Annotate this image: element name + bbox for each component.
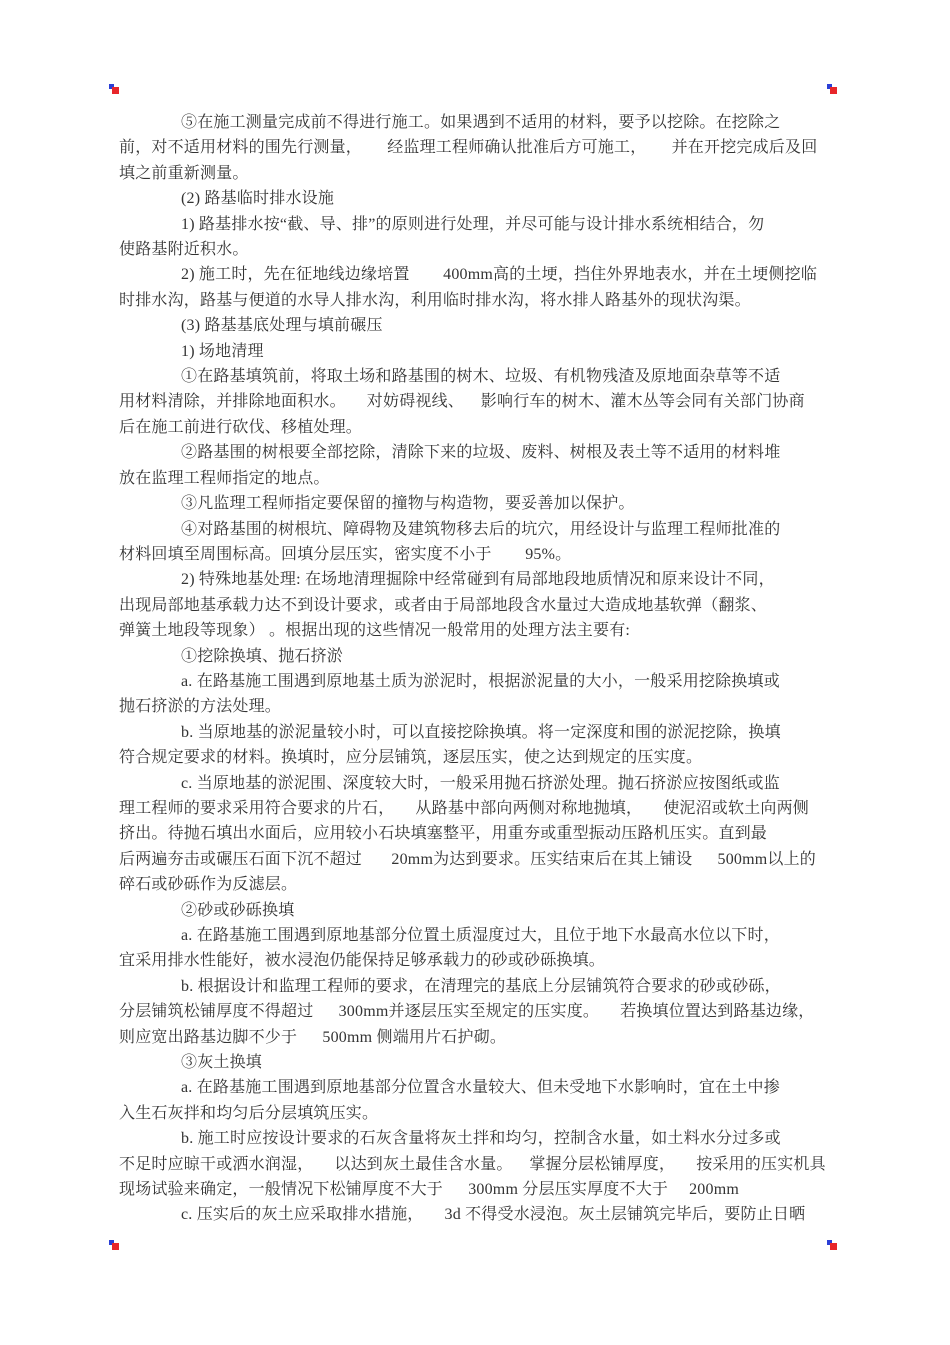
corner-marker-red-icon (112, 87, 119, 94)
text-line: b. 施工时应按设计要求的石灰含量将灰土拌和均匀，控制含水量，如土料水分过多或 (181, 1130, 781, 1148)
text-line: 则应宽出路基边脚不少于 500mm 侧端用片石护砌。 (119, 1028, 507, 1046)
corner-marker-red-icon (830, 1243, 837, 1250)
text-line: 1) 场地清理 (181, 342, 264, 360)
text-line: 碎石或砂砾作为反滤层。 (119, 876, 298, 894)
text-line: 用材料清除，并排除地面积水。 对妨碍视线、 影响行车的树木、灌木丛等会同有关部门协商 (119, 393, 805, 411)
text-line: 分层铺筑松铺厚度不得超过 300mm并逐层压实至规定的压实度。 若换填位置达到路基边缘， (119, 1003, 815, 1021)
text-line: 现场试验来确定，一般情况下松铺厚度不大于 300mm 分层压实厚度不大于 200mm (119, 1181, 739, 1199)
text-line: 2) 特殊地基处理: 在场地清理掘除中经常碰到有局部地段地质情况和原来设计不同， (181, 571, 775, 589)
text-line: 后两遍夯击或碾压石面下沉不超过 20mm为达到要求。压实结束后在其上铺设 500mm以上的 (119, 850, 816, 868)
text-line: 宜采用排水性能好，被水浸泡仍能保持足够承载力的砂或砂砾换填。 (119, 952, 606, 970)
text-line: 前，对不适用材料的围先行测量， 经监理工程师确认批准后方可施工， 并在开挖完成后及回 (119, 139, 818, 157)
text-line: ②路基围的树根要全部挖除，清除下来的垃圾、废料、树根及表土等不适用的材料堆 (181, 444, 781, 462)
text-line: 入生石灰拌和均匀后分层填筑压实。 (119, 1104, 379, 1122)
text-line: 符合规定要求的材料。换填时，应分层铺筑，逐层压实，使之达到规定的压实度。 (119, 749, 703, 767)
text-line: c. 压实后的灰土应采取排水措施， 3d 不得受水浸泡。灰土层铺筑完毕后，要防止日晒 (181, 1206, 806, 1224)
text-line: 不足时应晾干或洒水润湿， 以达到灰土最佳含水量。 掌握分层松铺厚度， 按采用的压实机具 (119, 1155, 826, 1173)
text-line: 弹簧土地段等现象） 。根据出现的这些情况一般常用的处理方法主要有: (119, 622, 631, 640)
text-line: a. 在路基施工围遇到原地基土质为淤泥时，根据淤泥量的大小，一般采用挖除换填或 (181, 672, 780, 690)
text-line: ①挖除换填、抛石挤淤 (181, 647, 344, 665)
text-line: 1) 路基排水按“截、导、排”的原则进行处理，并尽可能与设计排水系统相结合，勿 (181, 215, 765, 233)
text-line: ①在路基填筑前，将取土场和路基围的树木、垃圾、有机物残渣及原地面杂草等不适 (181, 368, 781, 386)
text-line: 时排水沟，路基与便道的水导人排水沟，利用临时排水沟，将水排人路基外的现状沟渠。 (119, 291, 751, 309)
text-line: 填之前重新测量。 (119, 164, 249, 182)
text-line: (2) 路基临时排水设施 (181, 190, 335, 208)
text-line: b. 当原地基的淤泥量较小时，可以直接挖除换填。将一定深度和围的淤泥挖除，换填 (181, 723, 781, 741)
document-text (119, 110, 837, 1228)
text-line: ③灰土换填 (181, 1054, 263, 1072)
text-line: 2) 施工时，先在征地线边缘培置 400mm高的土埂，挡住外界地表水，并在土埂侧挖临 (181, 266, 818, 284)
corner-marker-top-right (827, 84, 839, 96)
corner-marker-bottom-left (109, 1240, 121, 1252)
corner-marker-red-icon (830, 87, 837, 94)
text-line: 使路基附近积水。 (119, 241, 249, 259)
text-line: 挤出。待抛石填出水面后，应用较小石块填塞整平，用重夯或重型振动压路机压实。直到最 (119, 825, 768, 843)
text-line: c. 当原地基的淤泥围、深度较大时，一般采用抛石挤淤处理。抛石挤淤应按图纸或监 (181, 774, 780, 792)
corner-marker-top-left (109, 84, 121, 96)
corner-marker-bottom-right (827, 1240, 839, 1252)
text-line: a. 在路基施工围遇到原地基部分位置土质湿度过大，且位于地下水最高水位以下时， (181, 927, 780, 944)
text-line: 出现局部地基承载力达不到设计要求，或者由于局部地段含水量过大造成地基软弹（翻浆、 (119, 596, 768, 614)
text-line: (3) 路基基底处理与填前碾压 (181, 317, 383, 335)
text-line: 材料回填至周围标高。回填分层压实，密实度不小于 95%。 (119, 545, 572, 563)
text-line: a. 在路基施工围遇到原地基部分位置含水量较大、但未受地下水影响时，宜在土中掺 (181, 1079, 780, 1097)
text-line: 放在监理工程师指定的地点。 (119, 469, 330, 487)
text-line: ④对路基围的树根坑、障碍物及建筑物移去后的坑穴，用经设计与监理工程师批准的 (181, 520, 781, 538)
text-line: 抛石挤淤的方法处理。 (119, 698, 282, 716)
text-line: ⑤在施工测量完成前不得进行施工。如果遇到不适用的材料，要予以挖除。在挖除之 (181, 114, 781, 131)
text-line: ③凡监理工程师指定要保留的撞物与构造物，要妥善加以保护。 (181, 495, 635, 513)
text-line: 理工程师的要求采用符合要求的片石， 从路基中部向两侧对称地抛填， 使泥沼或软土向两侧 (119, 799, 810, 817)
text-line: ②砂或砂砾换填 (181, 901, 295, 919)
corner-marker-red-icon (112, 1243, 119, 1250)
text-line: 后在施工前进行砍伐、移植处理。 (119, 418, 363, 436)
text-line: b. 根据设计和监理工程师的要求，在清理完的基底上分层铺筑符合要求的砂或砂砾， (181, 977, 781, 995)
